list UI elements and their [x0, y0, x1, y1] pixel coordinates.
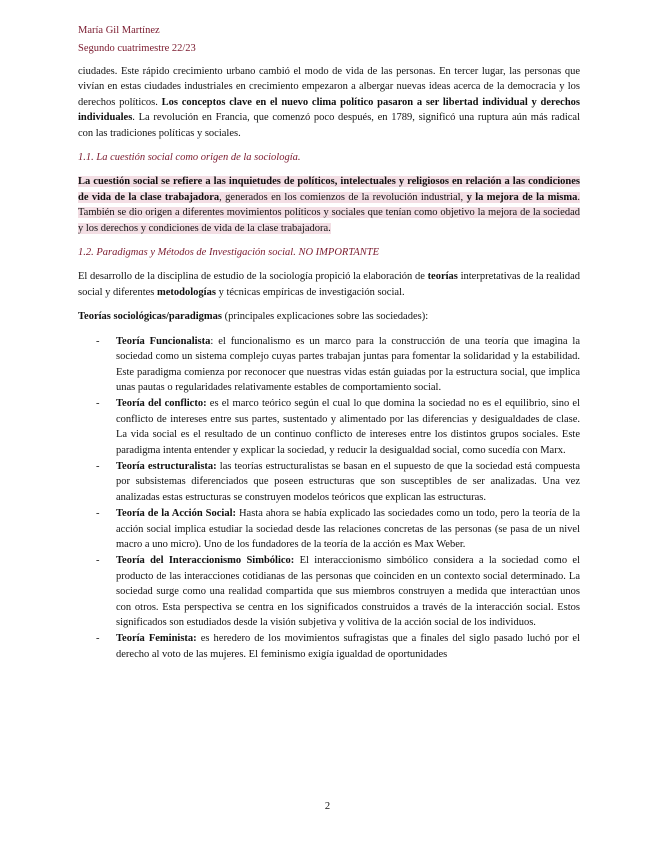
theories-subheading: Teorías sociológicas/paradigmas (principales explicaciones sobre las sociedades):: [78, 311, 429, 323]
list-item: - Teoría Feminista: es heredero de los movimientos sufragistas que a finales del siglo pasado luchó por el derecho al voto de las mujeres. El feminismo exigía igualdad de oportunidades: [78, 631, 580, 662]
paradigms-paragraph: El desarrollo de la disciplina de estudio de la sociología propició la elaboración de teorías interpretativas de la realidad social y diferentes metodologías y técnicas empíricas de investigación social.: [78, 271, 580, 298]
list-item: - Teoría del Interaccionismo Simbólico: El interaccionismo simbólico considera a la sociedad como el producto de las interacciones cotidianas de las personas que coinciden en un contexto social determinado. La sociedad surge como una realidad compartida que sus miembros construyen a medida que interactúan unos con otros. Esta perspectiva se centra en los significados construidos a través de la interacción social. Estos significados son estudiados desde la visión subjetiva y volitiva de la acción social de los individuos.: [78, 553, 580, 630]
social-question-paragraph: La cuestión social se refiere a las inquietudes de políticos, intelectuales y religiosos en relación a las condiciones de vida de la clase trabajadora, generados en los comienzos de la revolución industrial, y la mejora de la misma. También se dio origen a diferentes movimientos políticos y sociales que tenían como objetivo la mejora de la sociedad y los derechos y condiciones de vida de la clase trabajadora.: [78, 176, 580, 234]
list-item: - Teoría del conflicto: es el marco teórico según el cual lo que domina la sociedad no es el equilibrio, sino el conflicto de intereses entre sus partes, sustentado y alimentado por las diferencias y desigualdades de clase. La vida social es el resultado de un continuo conflicto de intereses entre los distintos grupos sociales. Este paradigma intenta entender y explicar la sociedad, y reducir la desigualdad social, como sucedía con Marx.: [78, 396, 580, 458]
list-item: - Teoría de la Acción Social: Hasta ahora se había explicado las sociedades como un todo, pero la teoría de la acción social implica estudiar la sociedad desde las relaciones concretas de las personas (se pasa de un nivel macro a uno micro). Uno de los fundadores de la teoría de la acción es Max Weber.: [78, 506, 580, 552]
page-header: [78, 22, 196, 58]
key-concepts-emphasis: Los conceptos clave en el nuevo clima político pasaron a ser libertad individual y derechos individuales: [78, 96, 580, 124]
term-label: Segundo cuatrimestre 22/23: [78, 43, 196, 54]
highlighted-definition: La cuestión social se refiere a las inquietudes de políticos, intelectuales y religiosos en relación a las condiciones de vida de la clase trabajadora: [78, 176, 580, 203]
document-body: [78, 64, 580, 663]
page-number: 2: [324, 801, 331, 812]
section-heading-social-question: 1.1. La cuestión social como origen de la sociología.: [78, 152, 301, 164]
list-item: - Teoría estructuralista: las teorías estructuralistas se basan en el supuesto de que la sociedad está compuesta por subsistemas diferenciados que poseen estructuras que son susceptibles de ser analizadas. Una vez analizadas estas estructuras se construyen modelos teóricos que explican las estructuras.: [78, 459, 580, 505]
list-item: - Teoría Funcionalista: el funcionalismo es un marco para la construcción de una teoría que imagina la sociedad como un sistema complejo cuyas partes trabajan juntas para fomentar la solidaridad y la estabilidad. Este paradigma comienza por reconocer que nuestras vidas están guiadas por la estructura social, que implica unas pautas o regularidades relativamente estables de comportamiento social.: [78, 334, 580, 396]
section-heading-paradigms: 1.2. Paradigmas y Métodos de Investigación social. NO IMPORTANTE: [78, 247, 380, 259]
author-name: María Gil Martínez: [78, 25, 160, 36]
intro-paragraph: ciudades. Este rápido crecimiento urbano cambió el modo de vida de las personas. En tercer lugar, las personas que vivían en estas ciudades industriales en crecimiento empezaron a albergar nuevas ideas acerca de la democracia y los derechos políticos. Los conceptos clave en el nuevo clima político pasaron a ser libertad individual y derechos individuales. La revolución en Francia, que comenzó poco después, en 1789, significó una ruptura aún más radical con las tradiciones políticas y sociales.: [78, 66, 580, 139]
theories-list: [78, 334, 580, 663]
